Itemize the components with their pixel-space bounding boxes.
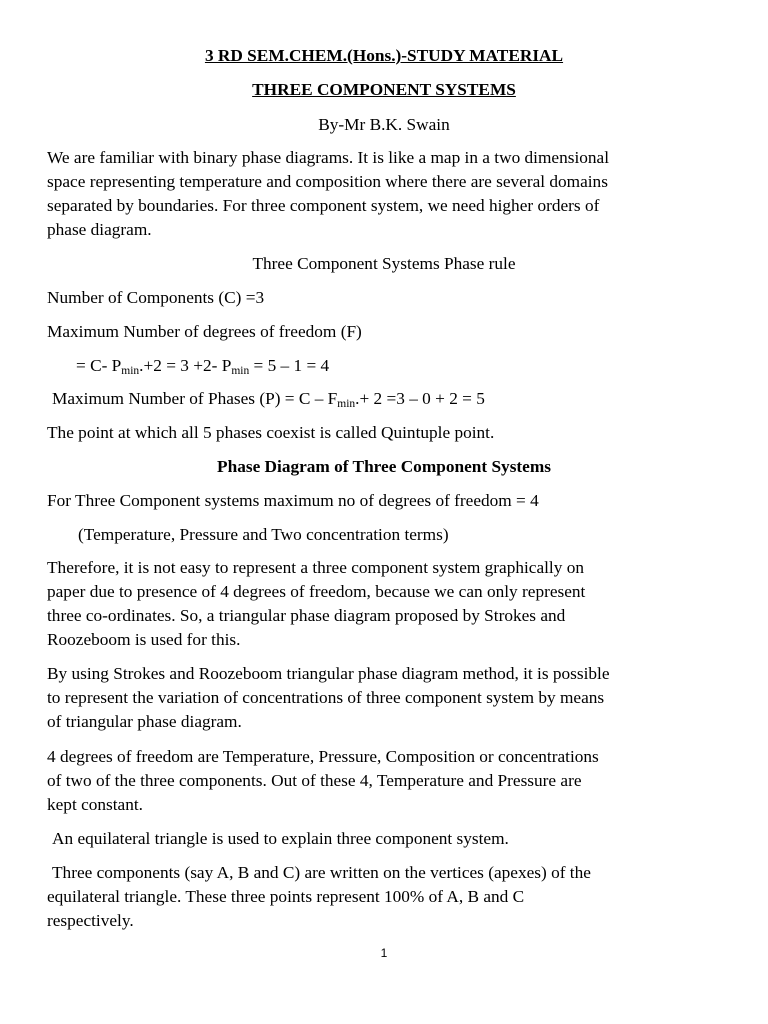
document-author: By-Mr B.K. Swain xyxy=(318,115,450,134)
paragraph-line: to represent the variation of concentrations of three component system by means xyxy=(47,688,605,707)
paragraph-line: respectively. xyxy=(47,911,134,930)
phase-rule-heading: Three Component Systems Phase rule xyxy=(252,254,516,273)
freedom-terms: (Temperature, Pressure and Two concentration terms) xyxy=(78,525,449,544)
phase-diagram-heading: Phase Diagram of Three Component Systems xyxy=(217,457,551,476)
paragraph-line: 4 degrees of freedom are Temperature, Pressure, Composition or concentrations xyxy=(47,747,599,766)
phases-equation: Maximum Number of Phases $(P) = C - F_{min}.+ 2 =3 - 0 + 2 = 5$ xyxy=(52,389,485,410)
paragraph-line: of two of the three components. Out of these 4, Temperature and Pressure are xyxy=(47,771,582,790)
quintuple-line: The point at which all 5 phases coexist is called Quintuple point. xyxy=(47,423,495,442)
paragraph-line: of triangular phase diagram. xyxy=(47,712,242,731)
intro-line: space representing temperature and composition where there are several domains xyxy=(47,172,608,191)
paragraph-line: three co-ordinates. So, a triangular phase diagram proposed by Strokes and xyxy=(47,606,566,625)
freedom-equation: = C- $P_{min}.+2 = 3 +2-$ $P_{min} = 5 - 1 = 4$ xyxy=(76,356,330,377)
page-number: 1 xyxy=(380,946,388,960)
paragraph-line: Roozeboom is used for this. xyxy=(47,630,241,649)
document-subtitle: THREE COMPONENT SYSTEMS xyxy=(252,80,516,99)
intro-line: phase diagram. xyxy=(47,220,152,239)
document-title: 3 RD SEM.CHEM.(Hons.)-STUDY MATERIAL xyxy=(204,46,564,65)
paragraph-line: By using Strokes and Roozeboom triangular phase diagram method, it is possible xyxy=(47,664,610,683)
max-freedom-line: Maximum Number of degrees of freedom (F) xyxy=(47,322,362,341)
paragraph-line: An equilateral triangle is used to explain three component system. xyxy=(52,829,509,848)
paragraph-line: paper due to presence of 4 degrees of freedom, because we can only represent xyxy=(47,582,586,601)
max-freedom-statement: For Three Component systems maximum no of degrees of freedom = 4 xyxy=(47,491,539,510)
intro-line: We are familiar with binary phase diagrams. It is like a map in a two dimensional xyxy=(47,148,610,167)
paragraph-line: Therefore, it is not easy to represent a three component system graphically on xyxy=(47,558,584,577)
paragraph-line: Three components (say A, B and C) are written on the vertices (apexes) of the xyxy=(52,863,591,882)
intro-line: separated by boundaries. For three component system, we need higher orders of xyxy=(47,196,600,215)
paragraph-line: kept constant. xyxy=(47,795,143,814)
paragraph-line: equilateral triangle. These three points represent 100% of A, B and C xyxy=(47,887,525,906)
components-line: Number of Components (C) =3 xyxy=(47,288,265,307)
